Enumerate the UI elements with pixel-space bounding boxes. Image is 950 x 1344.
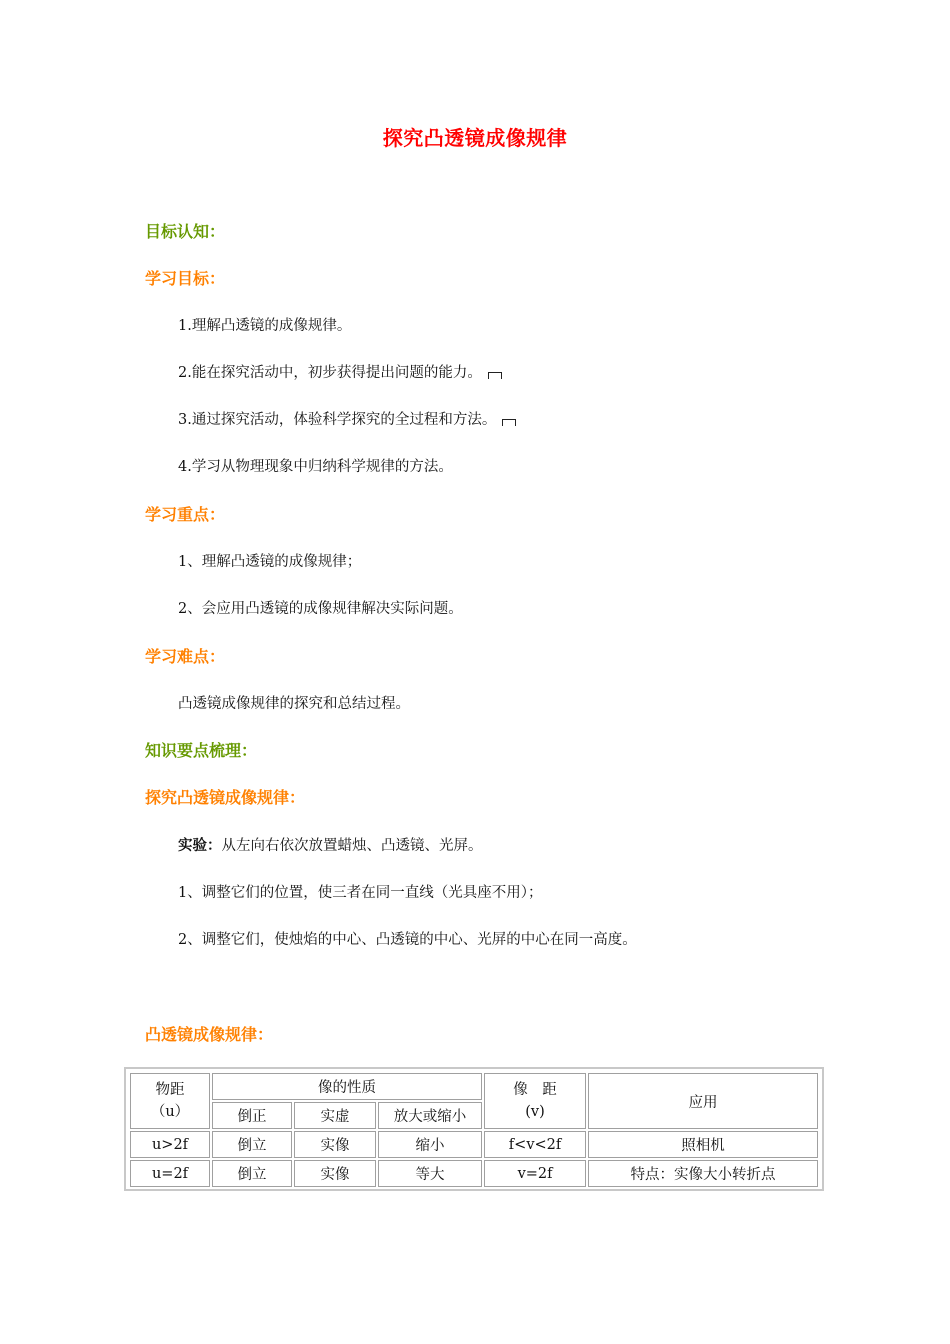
knowledge-heading: 知识要点梳理： <box>145 741 258 760</box>
objective-item: 1.理解凸透镜的成像规律。 <box>178 318 352 334</box>
cell-u: u>2f <box>130 1131 210 1158</box>
cell-application: 特点：实像大小转折点 <box>588 1160 818 1187</box>
difficulty-text: 凸透镜成像规律的探究和总结过程。 <box>178 696 410 712</box>
cell-size: 缩小 <box>378 1131 482 1158</box>
cell-v: v=2f <box>484 1160 586 1187</box>
imaging-rules-table <box>124 1067 824 1191</box>
table-header-row <box>130 1073 818 1100</box>
keypoint-item: 2、会应用凸透镜的成像规律解决实际问题。 <box>178 601 463 617</box>
cell-orientation: 倒立 <box>212 1131 292 1158</box>
cell-type: 实像 <box>294 1160 376 1187</box>
cell-orientation: 倒立 <box>212 1160 292 1187</box>
keypoints-heading: 学习重点： <box>145 505 226 524</box>
step-item: 1、调整它们的位置，使三者在同一直线（光具座不用）； <box>178 885 543 901</box>
cell-application: 照相机 <box>588 1131 818 1158</box>
header-object-distance: 物距 （u） <box>130 1073 210 1129</box>
insert-mark-icon <box>502 419 516 426</box>
objective-item: 3.通过探究活动，体验科学探究的全过程和方法。 <box>178 410 516 430</box>
cell-type: 实像 <box>294 1131 376 1158</box>
goal-heading: 目标认知： <box>145 222 226 241</box>
header-orientation: 倒正 <box>212 1102 292 1129</box>
header-size: 放大或缩小 <box>378 1102 482 1129</box>
header-real-virtual: 实虚 <box>294 1102 376 1129</box>
table-row <box>130 1160 818 1187</box>
keypoint-item: 1、理解凸透镜的成像规律； <box>178 554 362 570</box>
header-image-distance: 像 距 (v) <box>484 1073 586 1129</box>
objectives-heading: 学习目标： <box>145 269 226 288</box>
rules-heading: 凸透镜成像规律： <box>145 1025 274 1044</box>
cell-v: f<v<2f <box>484 1131 586 1158</box>
page-title: 探究凸透镜成像规律 <box>382 126 568 150</box>
objective-item: 2.能在探究活动中，初步获得提出问题的能力。 <box>178 363 502 383</box>
header-image-nature: 像的性质 <box>212 1073 482 1100</box>
insert-mark-icon <box>488 372 502 379</box>
cell-u: u=2f <box>130 1160 210 1187</box>
table-row <box>130 1131 818 1158</box>
experiment-text: 从左向右依次放置蜡烛、凸透镜、光屏。 <box>221 838 483 854</box>
step-item: 2、调整它们，使烛焰的中心、凸透镜的中心、光屏的中心在同一高度。 <box>178 932 637 948</box>
experiment-label: 实验： <box>178 838 222 854</box>
experiment-line <box>178 836 483 856</box>
cell-size: 等大 <box>378 1160 482 1187</box>
objective-item: 4.学习从物理现象中归纳科学规律的方法。 <box>178 459 453 475</box>
header-application: 应用 <box>588 1073 818 1129</box>
explore-heading: 探究凸透镜成像规律： <box>145 788 306 807</box>
difficulty-heading: 学习难点： <box>145 647 226 666</box>
